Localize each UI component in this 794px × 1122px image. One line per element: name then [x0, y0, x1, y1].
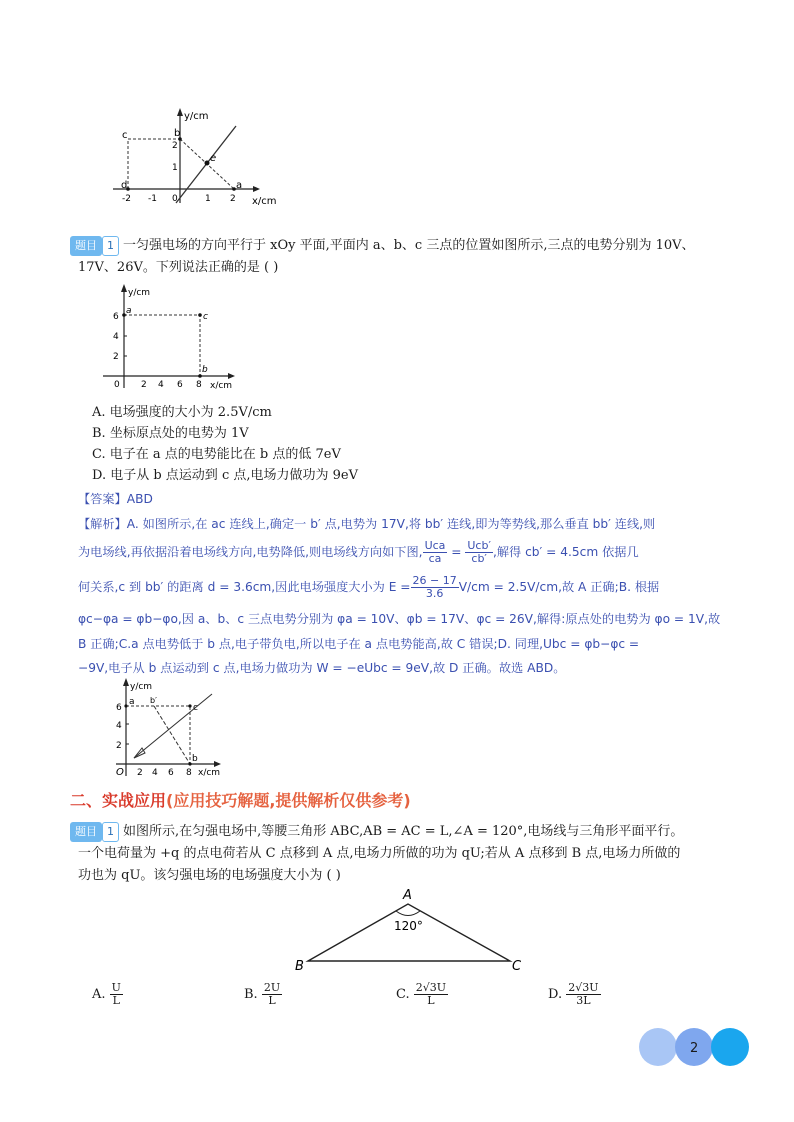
- question-1-line-2: 17V、26V。下列说法正确的是 ( ): [78, 260, 279, 275]
- analysis-line-5: B 正确;C.a 点电势低于 b 点,电子带负电,所以电子在 a 点电势能高,故 C 错误;D. 同理,Ubc = φb−φc =: [78, 637, 640, 651]
- svg-text:0: 0: [172, 194, 178, 204]
- question-2-line-2: 一个电荷量为 +q 的点电荷若从 C 点移到 A 点,电场力所做的功为 qU;若从 A 点移到 B 点,电场力所做的: [78, 846, 681, 861]
- svg-text:8: 8: [196, 380, 202, 390]
- vertex-a: A: [403, 888, 412, 903]
- analysis-line-3: 何关系,c 到 bb′ 的距离 d = 3.6cm,因此电场强度大小为 E = $\frac{26 - 17}{3.6}$ V/cm = 2.5V/cm,故 A 正确;B. 根据: [78, 574, 660, 600]
- figure-triangle-abc: [290, 884, 530, 974]
- q2-option-a[interactable]: A. $\frac{U}{L}$: [92, 981, 121, 1007]
- option-c[interactable]: C. 电子在 a 点的电势能比在 b 点的低 7eV: [92, 447, 341, 462]
- analysis-line-6: −9V,电子从 b 点运动到 c 点,电场力做功为 W = −eUbc = 9eV,故 D 正确。故选 ABD。: [78, 661, 566, 675]
- section-heading: 二、实战应用(应用技巧解题,提供解析仅供参考): [70, 791, 411, 810]
- svg-text:O: O: [116, 767, 124, 778]
- svg-text:c: c: [193, 703, 198, 713]
- svg-text:a: a: [129, 697, 135, 707]
- question-2-line-3: 功也为 qU。该匀强电场的电场强度大小为 ( ): [78, 868, 341, 883]
- svg-text:a: a: [236, 180, 243, 191]
- svg-text:c: c: [122, 130, 128, 141]
- svg-text:6: 6: [113, 312, 119, 322]
- figure-coordinate-line: [108, 108, 283, 208]
- svg-text:2: 2: [113, 352, 119, 362]
- svg-text:2: 2: [137, 768, 143, 778]
- svg-text:b: b: [192, 754, 198, 764]
- vertex-b: B: [295, 959, 304, 974]
- svg-text:6: 6: [168, 768, 174, 778]
- svg-text:e: e: [210, 153, 217, 164]
- analysis-line-4: φc−φa = φb−φo,因 a、b、c 三点电势分别为 φa = 10V、φb = 17V、φc = 26V,解得:原点处的电势为 φo = 1V,故: [78, 612, 721, 626]
- svg-text:2: 2: [141, 380, 147, 390]
- svg-text:4: 4: [158, 380, 164, 390]
- analysis-line-2: 为电场线,再依据沿着电场线方向,电势降低,则电场线方向如下图, $\frac{\text{Uca}}{ca}$ = $\frac{\text{Ucb′}}{cb'}$ ,解得 cb′ = 4.5cm 依据几: [78, 539, 639, 565]
- svg-text:4: 4: [113, 332, 119, 342]
- answer: 【答案】ABD: [78, 492, 153, 506]
- question-number: 1: [102, 822, 119, 842]
- option-d[interactable]: D. 电子从 b 点运动到 c 点,电场力做功为 9eV: [92, 468, 358, 483]
- y-axis-label: y/cm: [128, 288, 151, 298]
- question-tag: 题目: [70, 822, 102, 842]
- y-axis-label: y/cm: [130, 682, 153, 692]
- x-axis-label: x/cm: [252, 196, 277, 207]
- figure-solution-diagram: [110, 678, 230, 778]
- x-axis-label: x/cm: [198, 768, 221, 778]
- svg-text:-1: -1: [148, 194, 157, 204]
- figure-abc-grid: [100, 284, 240, 392]
- svg-text:c: c: [203, 312, 208, 322]
- q2-option-c[interactable]: C. $\frac{2√3U}{L}$: [396, 981, 447, 1007]
- svg-text:2: 2: [172, 141, 178, 151]
- page-number: 2: [690, 1041, 699, 1056]
- svg-text:2: 2: [230, 194, 236, 204]
- svg-text:6: 6: [116, 703, 122, 713]
- q2-option-b[interactable]: B. $\frac{2U}{L}$: [244, 981, 281, 1007]
- svg-text:b′: b′: [150, 696, 157, 705]
- svg-text:d: d: [121, 180, 128, 191]
- svg-text:-2: -2: [122, 194, 131, 204]
- y-axis-label: y/cm: [184, 111, 209, 122]
- question-tag: 题目: [70, 236, 102, 256]
- svg-text:8: 8: [186, 768, 192, 778]
- option-a[interactable]: A. 电场强度的大小为 2.5V/cm: [92, 405, 272, 420]
- vertex-c: C: [512, 959, 522, 974]
- svg-text:b: b: [174, 128, 181, 139]
- page-number-badge: [638, 1027, 750, 1067]
- question-2-line-1: 题目 1 如图所示,在匀强电场中,等腰三角形 ABC,AB = AC = L,∠A = 120°,电场线与三角形平面平行。: [70, 822, 683, 842]
- angle-label: 120°: [394, 919, 423, 933]
- analysis-line-1: 【解析】A. 如图所示,在 ac 连线上,确定一 b′ 点,电势为 17V,将 bb′ 连线,即为等势线,那么垂直 bb′ 连线,则: [78, 517, 656, 531]
- question-1-line-1: 题目 1 一匀强电场的方向平行于 xOy 平面,平面内 a、b、c 三点的位置如图所示,三点的电势分别为 10V、: [70, 236, 695, 256]
- q2-option-d[interactable]: D. $\frac{2√3U}{3L}$: [548, 981, 599, 1007]
- x-axis-label: x/cm: [210, 381, 233, 391]
- svg-text:1: 1: [172, 163, 178, 173]
- svg-text:6: 6: [177, 380, 183, 390]
- svg-text:2: 2: [116, 741, 122, 751]
- svg-text:a: a: [126, 306, 132, 316]
- svg-text:4: 4: [116, 721, 122, 731]
- option-b[interactable]: B. 坐标原点处的电势为 1V: [92, 426, 249, 441]
- svg-text:4: 4: [152, 768, 158, 778]
- svg-text:0: 0: [114, 380, 120, 390]
- question-number: 1: [102, 236, 119, 256]
- svg-text:b: b: [202, 365, 208, 375]
- svg-text:1: 1: [205, 194, 211, 204]
